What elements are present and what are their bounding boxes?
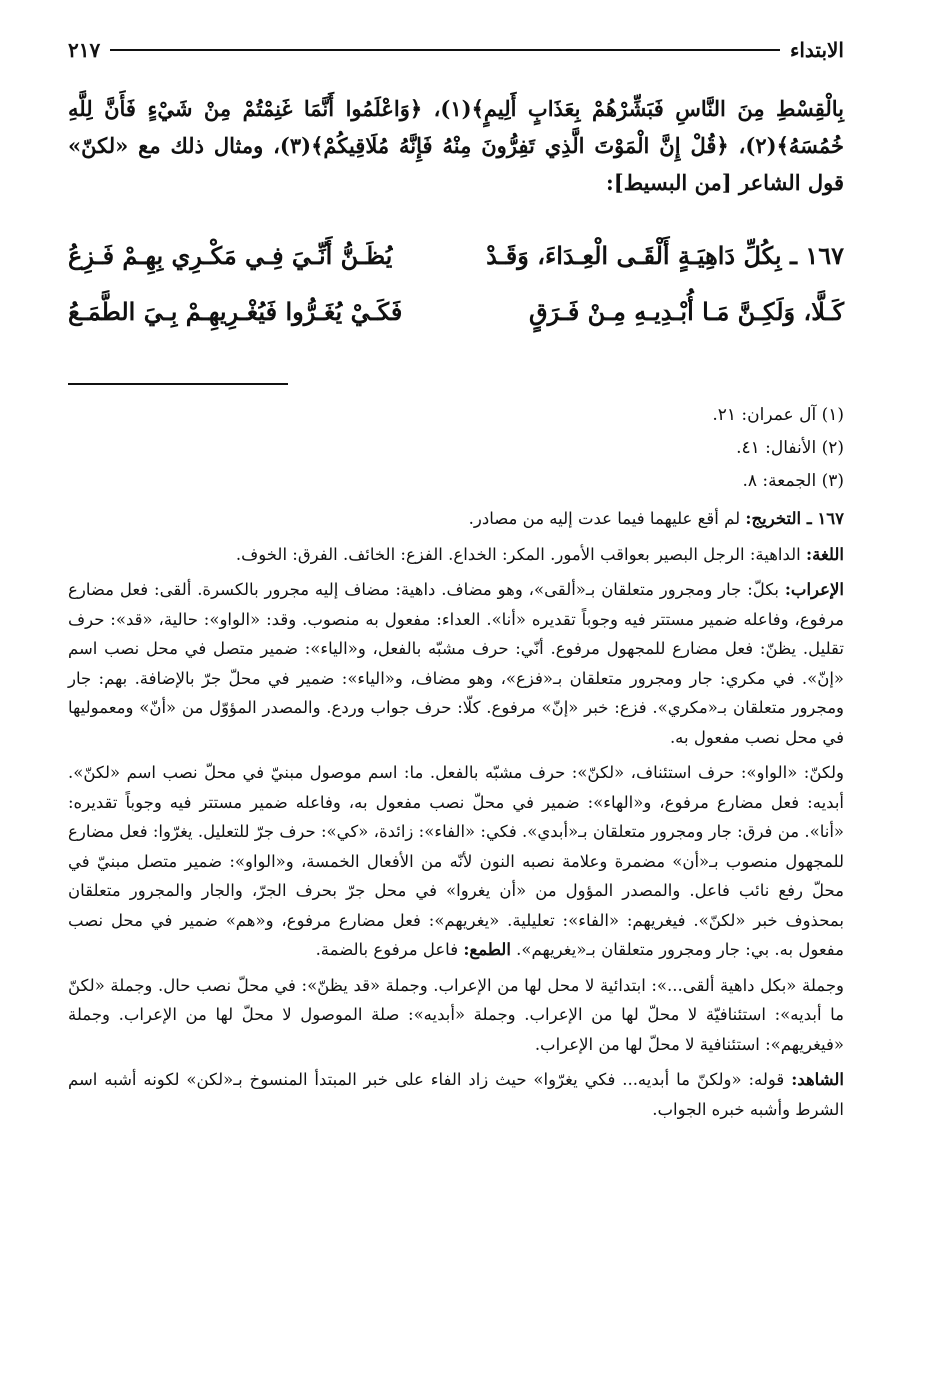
footnote-item: (٣) الجمعة: ٨.	[742, 471, 844, 491]
chapter-title: الابتداء	[789, 38, 844, 62]
verse-line-2	[68, 283, 844, 339]
page-number: ٢١٧	[68, 38, 101, 62]
takhrij-text: لم أقع عليهما فيما عدت إليه من مصادر.	[468, 509, 741, 528]
main-paragraph: بِالْقِسْطِ مِنَ النَّاسِ فَبَشِّرْهُمْ بِعَذَابٍ أَلِيمٍ﴾(١)، ﴿وَاعْلَمُوا أَنَّمَا غَنِمْتُمْ مِنْ شَيْءٍ فَأَنَّ لِلَّهِ خُمُسَهُ﴾(٢)، ﴿قُلْ إِنَّ الْمَوْتَ الَّذِي تَفِرُّونَ مِنْهُ فَإِنَّهُ مُلَاقِيكُمْ﴾(٣)، ومثال ذلك مع «لكنّ» قول الشاعر [من البسيط]:	[68, 96, 844, 195]
book-page	[68, 30, 844, 1359]
lugha-text: الداهية: الرجل البصير بعواقب الأمور. المكر: الخداع. الفزع: الخائف. الفرق: الخوف.	[235, 544, 801, 564]
shahid-label: الشاهد:	[791, 1070, 844, 1089]
verse-line1-right: بِكُلِّ دَاهِيَـةٍ أَلْقَـى الْعِـدَاءَ، وَقَـدْ	[486, 240, 782, 270]
poem-verse	[68, 227, 844, 339]
irab-label: الإعراب:	[784, 580, 844, 599]
takhrij-label: ١٦٧ ـ التخريج:	[745, 509, 844, 528]
lugha-label: اللغة:	[806, 544, 844, 564]
footnote-item: (٢) الأنفال: ٤١.	[736, 438, 844, 458]
verse-line1-left: يُظَـنُّ أَنِّـيَ فِـي مَكْـرِي بِهِـمْ فَـزِعُ	[68, 240, 393, 270]
verse-hemistich-1	[486, 241, 844, 270]
verse-line2-left: فَكَـيْ يُغَـرُّوا فَيُغْـرِيهِـمْ بِـيَ الطَّمَـعُ	[68, 296, 403, 326]
tama-text: فاعل مرفوع بالضمة.	[315, 940, 459, 959]
takhrij-paragraph	[68, 504, 844, 534]
footnote-item: (١) آل عمران: ٢١.	[712, 405, 844, 425]
lugha-paragraph	[68, 540, 844, 570]
shahid-paragraph	[68, 1065, 844, 1124]
tama-label: الطمع:	[463, 940, 511, 959]
running-header	[68, 30, 844, 70]
main-text	[68, 90, 844, 201]
footnote-separator	[68, 383, 288, 385]
irab-text-2: ولكنّ: «الواو»: حرف استئناف، «لكنّ»: حرف مشبّه بالفعل. ما: اسم موصول مبنيّ في محلّ نصب اسم «لكنّ». أبديه: فعل مضارع مرفوع، و«الهاء»: ضمير في محلّ نصب مفعول به، وفاعله ضمير مستتر فيه وجوباً تقديره: «أنا». من فرق: جار ومجرور متعلقان بـ«أبدي». فكي: «الفاء»: زائدة، «كي»: حرف جرّ للتعليل. يغرّوا: فعل مضارع للمجهول منصوب بـ«أن» مضمرة وعلامة نصبه النون لأنّه من الأفعال الخمسة، و«الواو»: ضمير متصل مبنيّ في محلّ رفع نائب فاعل. والمصدر المؤول من «أن يغروا» في محل جرّ بحرف الجرّ، والجار والمجرور متعلقان بمحذوف خبر «لكنّ». فيغريهم: «الفاء»: تعليلية. «يغريهم»: فعل مضارع مرفوع، و«هم» ضمير في محل نصب مفعول به. بي: جار ومجرور متعلقان بـ«يغريهم».	[68, 763, 844, 959]
irab-paragraph-2	[68, 758, 844, 965]
commentary	[68, 504, 844, 1124]
verse-number: ١٦٧ ـ	[789, 240, 844, 270]
irab-text-1: بكلّ: جار ومجرور متعلقان بـ«ألقى»، وهو مضاف. داهية: مضاف إليه مجرور بالكسرة. ألقى: فعل مضارع مرفوع، وفاعله ضمير مستتر فيه وجوباً تقديره «أنا». العداء: مفعول به منصوب. وقد: «الواو»: حالية، «قد»: حرف تقليل. يظنّ: فعل مضارع للمجهول مرفوع. أنّي: حرف مشبّه بالفعل، و«الياء»: ضمير متصل في محل نصب اسم «إنّ». في مكري: جار ومجرور متعلقان بـ«فزع»، وهو مضاف، و«الياء»: ضمير في محلّ جرّ بالإضافة. بهم: جار ومجرور متعلقان بـ«مكري». فزع: خبر «إنّ» مرفوع. كلّا: حرف جواب وردع. والمصدر المؤوّل من «أنّ» ومعموليها في محل نصب مفعول به.	[68, 580, 844, 747]
jumal-paragraph: وجملة «بكل داهية ألقى...»: ابتدائية لا محل لها من الإعراب. وجملة «قد يظنّ»: في محلّ نصب حال. وجملة «لكنّ ما أبديه»: استئنافيّة لا محلّ لها من الإعراب. وجملة «أبديه»: صلة الموصول لا محلّ لها من الإعراب. وجملة «فيغريهم»: استئنافية لا محلّ لها من الإعراب.	[68, 975, 844, 1054]
verse-line2-right: كَـلَّا، وَلَكِـنَّ مَـا أُبْـدِيـهِ مِـنْ فَـرَقٍ	[528, 296, 844, 326]
shahid-text: قوله: «ولكنّ ما أبديه... فكي يغرّوا» حيث زاد الفاء على خبر المبتدأ المنسوخ بـ«لكن» لكونه أشبه اسم الشرط وأشبه خبره الجواب.	[68, 1070, 844, 1119]
irab-paragraph	[68, 575, 844, 752]
header-rule	[110, 49, 780, 51]
footnotes	[68, 399, 844, 498]
verse-line-1	[68, 227, 844, 283]
